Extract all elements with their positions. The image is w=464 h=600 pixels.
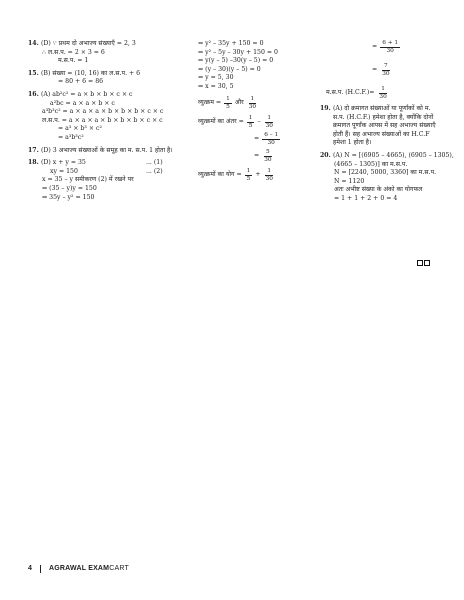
- q18-line-4: ⇒ (35 – y)y = 150: [42, 184, 97, 192]
- q20-line-4: N = 1120: [334, 177, 365, 185]
- difference-line: व्युत्क्रमों का अंतर = $\frac{1}{5}$ – $\frac{1}{30}$: [198, 114, 273, 129]
- sum-step-2: = $\frac{7}{30}$: [372, 63, 390, 77]
- q20-line-1: 20. (A) N = [(6905 – 4665), (6905 – 1305),: [320, 151, 454, 159]
- q16-line-4: ल.स.प. = a × a × a × b × b × b × c × c: [42, 116, 163, 124]
- fraction-1-30: $\frac{1}{30}$: [265, 167, 273, 182]
- eq-tag-2: ... (2): [146, 167, 163, 175]
- q16-line-5: = a³ × b³ × c²: [58, 125, 102, 133]
- brand-logo: AGRAWAL EXAMCART: [49, 565, 129, 572]
- difference-step-2: = $\frac{5}{30}$: [254, 148, 272, 163]
- fraction-7-30: $\frac{7}{30}$: [382, 63, 390, 77]
- eq-line-1: ⇒ y² – 35y + 150 = 0: [198, 40, 264, 47]
- footer-divider: [40, 565, 41, 573]
- column-2: [198, 40, 306, 183]
- q20-line-3: N = [2240, 5000, 3360] का म.स.प.: [334, 169, 437, 177]
- q19-text: 19. (A) दो क्रमागत संख्याओं या पूर्णांकों को म. स.प. (H.C.F.) हमेशा होता है, क्योंकि दोनों क्रमागत पूर्णांक आपस में सह अभाज्य संख्याएँ होती हैं। सह अभाज्य संख्याओं का H.C.F हमेशा 1 होता है।: [320, 105, 436, 147]
- column-1: [28, 40, 178, 202]
- q20-line-5: अतः अभीष्ट संख्या के अंको का योगफल: [334, 186, 423, 194]
- q15-line-2: = 80 + 6 = 86: [58, 78, 104, 86]
- q16-line-3: a³b³c² = a × a × a × b × b × b × c × c: [42, 108, 164, 116]
- fraction-1-30: $\frac{1}{30}$: [248, 95, 257, 110]
- fraction-1-5: $\frac{1}{5}$: [246, 167, 251, 182]
- q15-number: 15.: [28, 69, 39, 77]
- end-of-section-icon: [417, 260, 430, 266]
- reciprocal-label: व्युत्क्रम =: [198, 98, 222, 106]
- eq-line-6: ⇒ x = 30, 5: [198, 82, 234, 90]
- fraction-1-5: $\frac{1}{5}$: [226, 95, 230, 110]
- q20-line-6: = 1 + 1 + 2 + 0 = 4: [334, 194, 398, 202]
- fraction-6plus1-30: $\frac{6 + 1}{30}$: [382, 40, 399, 54]
- page-footer: [28, 565, 129, 574]
- difference-step-1: = $\frac{6 - 1}{30}$: [254, 131, 279, 146]
- q16-line-6: = a³b³c²: [58, 133, 84, 141]
- q17-text: 17. (D) 3 अभाज्य संख्याओं के समूह का म. स.प. 1 होता है।: [28, 146, 173, 154]
- q18-line-1: 18. (D) x + y = 35 ... (1): [28, 159, 163, 167]
- eq-tag-1: ... (1): [146, 159, 163, 167]
- q20-number: 20.: [320, 151, 331, 159]
- q18-line-2: xy = 150 ... (2): [50, 167, 163, 175]
- fraction-1-30: $\frac{1}{30}$: [265, 114, 273, 129]
- eq-line-2: ⇒ y² – 5y – 30y + 150 = 0: [198, 48, 278, 56]
- fraction-1-5: $\frac{1}{5}$: [248, 114, 253, 129]
- q18-number: 18.: [28, 159, 39, 167]
- column-3: [320, 40, 454, 204]
- fraction-5-30: $\frac{5}{30}$: [264, 148, 272, 163]
- q18-line-3: x = 35 – y समीकरण (2) में रखने पर: [42, 176, 134, 184]
- q15-line-1: 15. (B) संख्या = (10, 16) का ल.स.प. + 6: [28, 69, 141, 77]
- q19-number: 19.: [320, 105, 331, 112]
- and-word: और: [234, 98, 244, 106]
- eq-line-4: ⇒ (y – 30)(y – 5) = 0: [198, 65, 261, 73]
- q20-line-2: (4665 – 1305)] का म.स.प.: [334, 160, 408, 168]
- q16-line-2: a²bc = a × a × b × c: [50, 99, 115, 107]
- q14-number: 14.: [28, 40, 39, 47]
- q16-number: 16.: [28, 90, 39, 98]
- q17-number: 17.: [28, 146, 39, 154]
- q14-line-3: म.स.प. = 1: [58, 57, 89, 65]
- reciprocals-line: [198, 96, 306, 111]
- hcf-line: [320, 86, 440, 101]
- fraction-6minus1-30: $\frac{6 - 1}{30}$: [264, 131, 279, 146]
- sum-line: व्युत्क्रमों का योग = $\frac{1}{5}$ + $\frac{1}{30}$: [198, 167, 273, 182]
- q18-line-5: ⇒ 35y – y² = 150: [42, 193, 95, 201]
- page-number: 4: [28, 565, 32, 572]
- hcf-label: म.स.प. (H.C.F.)=: [326, 89, 375, 97]
- sum-label: व्युत्क्रमों का योग =: [198, 170, 242, 178]
- eq-line-3: ⇒ y(y – 5) –30(y – 5) = 0: [198, 57, 274, 65]
- sum-step-1: = $\frac{6 + 1}{30}$: [372, 40, 399, 54]
- eq-line-5: ⇒ y = 5, 30: [198, 74, 234, 82]
- fraction-1-30: $\frac{1}{30}$: [379, 86, 387, 100]
- q14-line-2: ∴ ल.स.प. = 2 × 3 = 6: [42, 48, 105, 56]
- q16-line-1: 16. (A) ab²c² = a × b × b × c × c: [28, 90, 133, 98]
- q14-line-1: 14. (D) ∵ प्रथम दो अभाज्य संख्याएँ = 2, 3: [28, 40, 136, 47]
- difference-label: व्युत्क्रमों का अंतर =: [198, 117, 244, 125]
